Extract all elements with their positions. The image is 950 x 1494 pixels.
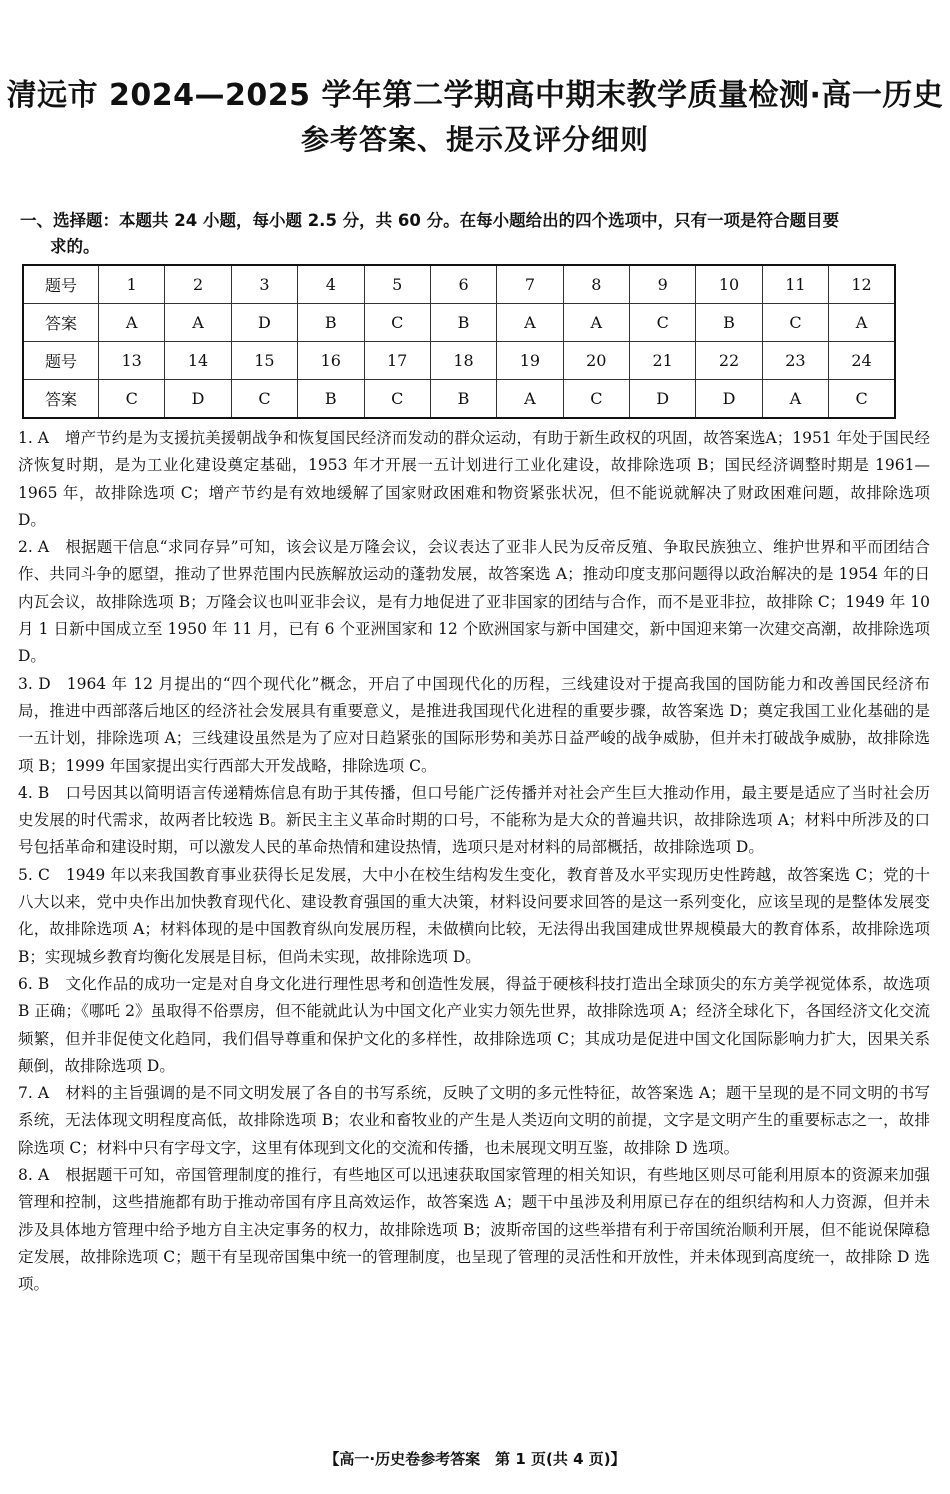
explanation-text: 增产节约是为支援抗美援朝战争和恢复国民经济而发动的群众运动，有助于新生政权的巩固，故答案选A；1951 年处于国民经济恢复时期，是为工业化建设奠定基础，1953 年才开展一五计划进行工业化建设，故排除选项 B；国民经济调整时期是 1961—1965 年，故排除选项 C；增产节约是有效地缓解了国家财政困难和物资紧张状况，但不能说就解决了财政困难问题，故排除选项 D。 xyxy=(18,429,930,529)
answer-cell: A xyxy=(99,304,165,342)
section-heading-line2: 求的。 xyxy=(50,237,100,256)
section-heading xyxy=(20,208,932,260)
question-number-cell: 22 xyxy=(696,342,762,380)
explanation-number: 2. A xyxy=(18,538,50,557)
answer-cell: C xyxy=(563,380,629,419)
answer-cell: C xyxy=(630,304,696,342)
explanation-text: 材料的主旨强调的是不同文明发展了各自的书写系统，反映了文明的多元性特征，故答案选 A；题干呈现的是不同文明的书写系统，无法体现文明程度高低，故排除选项 B；农业和畜牧业的产生是人类迈向文明的前提，文字是文明产生的重要标志之一，故排除选项 C；材料中只有字母文字，这里有体现到文化的交流和传播，也未展现文明互鉴，故排除 D 选项。 xyxy=(18,1084,930,1157)
question-number-cell: 6 xyxy=(430,265,496,304)
answer-cell: A xyxy=(563,304,629,342)
answer-cell: B xyxy=(298,304,364,342)
explanation-text: 文化作品的成功一定是对自身文化进行理性思考和创造性发展，得益于硬核科技打造出全球顶尖的东方美学视觉体系，故选项 B 正确；《哪吒 2》虽取得不俗票房，但不能就此认为中国文化产业实力领先世界，故排除选项 A；经济全球化下，各国经济文化交流频繁，但并非促使文化趋同，我们倡导尊重和保护文化的多样性，故排除选项 C；其成功是促进中国文化国际影响力扩大，因果关系颠倒，故排除选项 D。 xyxy=(18,974,930,1075)
question-number-cell: 7 xyxy=(497,265,563,304)
explanation-number: 3. D xyxy=(18,674,51,693)
explanation-item xyxy=(18,971,930,1080)
explanation-text: 根据题干信息“求同存异”可知，该会议是万隆会议，会议表达了亚非人民为反帝反殖、争取民族独立、维护世界和平而团结合作、共同斗争的愿望，推动了世界范围内民族解放运动的蓬勃发展，故答案选 A；推动印度支那问题得以政治解决的是 1954 年的日内瓦会议，故排除选项 B；万隆会议也叫亚非会议，是有力地促进了亚非国家的团结与合作，而不是亚非拉，故排除 C；1949 年 10 月 1 日新中国成立至 1950 年 11 月，已有 6 个亚洲国家和 12 个欧洲国家与新中国建交，新中国迎来第一次建交高潮，故排除选项 D。 xyxy=(18,538,930,666)
question-number-cell: 15 xyxy=(231,342,297,380)
explanation-number: 4. B xyxy=(18,783,50,802)
answer-cell: B xyxy=(430,380,496,419)
explanation-item xyxy=(18,780,930,862)
question-number-cell: 16 xyxy=(298,342,364,380)
page-footer: 【高一·历史卷参考答案 第 1 页(共 4 页)】 xyxy=(324,1450,626,1468)
answer-cell: D xyxy=(165,380,231,419)
explanation-number: 5. C xyxy=(18,865,50,884)
answer-row xyxy=(23,304,895,342)
question-number-cell: 23 xyxy=(762,342,828,380)
row-label-question: 题号 xyxy=(23,342,99,380)
answer-cell: B xyxy=(430,304,496,342)
explanation-text: 根据题干可知，帝国管理制度的推行，有些地区可以迅速获取国家管理的相关知识，有些地区则尽可能利用原本的资源来加强管理和控制，这些措施都有助于推动帝国有序且高效运作，故答案选 A；题干中虽涉及利用原已存在的组织结构和人力资源，但并未涉及具体地方管理中给予地方自主决定事务的权力，故排除选项 B；波斯帝国的这些举措有利于帝国统治顺利开展，但不能说保障稳定发展，故排除选项 C；题干有呈现帝国集中统一的管理制度，也呈现了管理的灵活性和开放性，并未体现到高度统一，故排除 D 选项。 xyxy=(18,1166,930,1294)
question-number-row xyxy=(23,342,895,380)
answer-cell: C xyxy=(829,380,895,419)
answer-cell: C xyxy=(364,304,430,342)
row-label-answer: 答案 xyxy=(23,380,99,419)
question-number-cell: 5 xyxy=(364,265,430,304)
answer-cell: A xyxy=(762,380,828,419)
question-number-cell: 14 xyxy=(165,342,231,380)
question-number-cell: 20 xyxy=(563,342,629,380)
question-number-cell: 1 xyxy=(99,265,165,304)
page-title: 清远市 2024—2025 学年第二学期高中期末教学质量检测·高一历史 xyxy=(6,78,944,113)
question-number-cell: 4 xyxy=(298,265,364,304)
explanation-number: 6. B xyxy=(18,974,50,993)
explanation-item xyxy=(18,425,930,534)
question-number-cell: 8 xyxy=(563,265,629,304)
row-label-question: 题号 xyxy=(23,265,99,304)
question-number-cell: 13 xyxy=(99,342,165,380)
question-number-cell: 11 xyxy=(762,265,828,304)
explanation-text: 口号因其以简明语言传递精炼信息有助于其传播，但口号能广泛传播并对社会产生巨大推动作用，最主要是适应了当时社会历史发展的时代需求，故两者比较选 B。新民主主义革命时期的口号，不能称为是大众的普遍共识，故排除选项 A；材料中所涉及的口号包括革命和建设时期，可以激发人民的革命热情和建设热情，选项只是对材料的局部概括，故排除选项 D。 xyxy=(18,783,930,857)
question-number-cell: 18 xyxy=(430,342,496,380)
answer-row xyxy=(23,380,895,419)
explanation-item xyxy=(18,671,930,780)
explanation-item xyxy=(18,862,930,971)
explanation-item xyxy=(18,1080,930,1162)
question-number-cell: 24 xyxy=(829,342,895,380)
question-number-cell: 10 xyxy=(696,265,762,304)
question-number-cell: 3 xyxy=(231,265,297,304)
answer-cell: D xyxy=(630,380,696,419)
answer-cell: A xyxy=(829,304,895,342)
answer-cell: C xyxy=(231,380,297,419)
question-number-cell: 9 xyxy=(630,265,696,304)
question-number-cell: 17 xyxy=(364,342,430,380)
answer-cell: A xyxy=(497,304,563,342)
explanation-item xyxy=(18,534,930,670)
answer-cell: C xyxy=(762,304,828,342)
section-heading-line1: 一、选择题：本题共 24 小题，每小题 2.5 分，共 60 分。在每小题给出的四个选项中，只有一项是符合题目要 xyxy=(20,211,840,230)
answer-cell: B xyxy=(696,304,762,342)
explanations-list xyxy=(18,425,930,1299)
answer-cell: A xyxy=(165,304,231,342)
answer-cell: D xyxy=(696,380,762,419)
explanation-number: 1. A xyxy=(18,429,49,447)
question-number-row xyxy=(23,265,895,304)
explanation-text: 1949 年以来我国教育事业获得长足发展，大中小在校生结构发生变化，教育普及水平实现历史性跨越，故答案选 C；党的十八大以来，党中央作出加快教育现代化、建设教育强国的重大决策，材料设问要求回答的是这一系列变化，应该呈现的是整体发展变化，故排除选项 A；材料体现的是中国教育纵向发展历程，未做横向比较，无法得出我国建成世界规模最大的教育体系，故排除选项 B；实现城乡教育均衡化发展是目标，但尚未实现，故排除选项 D。 xyxy=(18,865,931,966)
answer-cell: C xyxy=(364,380,430,419)
explanation-item xyxy=(18,1162,930,1298)
question-number-cell: 2 xyxy=(165,265,231,304)
answer-cell: B xyxy=(298,380,364,419)
question-number-cell: 21 xyxy=(630,342,696,380)
explanation-number: 8. A xyxy=(18,1166,50,1185)
question-number-cell: 12 xyxy=(829,265,895,304)
question-number-cell: 19 xyxy=(497,342,563,380)
answer-cell: C xyxy=(99,380,165,419)
explanation-text: 1964 年 12 月提出的“四个现代化”概念，开启了中国现代化的历程，三线建设对于提高我国的国防能力和改善国民经济布局，推进中西部落后地区的经济社会发展具有重要意义，是推进我国现代化进程的重要步骤，故答案选 D；奠定我国工业化基础的是一五计划，排除选项 A；三线建设虽然是为了应对日趋紧张的国际形势和美苏日益严峻的战争威胁，但并未打破战争威胁，故排除选项 B；1999 年国家提出实行西部大开发战略，排除选项 C。 xyxy=(18,674,930,775)
answer-cell: D xyxy=(231,304,297,342)
answer-cell: A xyxy=(497,380,563,419)
explanation-number: 7. A xyxy=(18,1084,50,1103)
row-label-answer: 答案 xyxy=(23,304,99,342)
page-subtitle: 参考答案、提示及评分细则 xyxy=(300,123,649,156)
answer-table xyxy=(22,264,896,419)
